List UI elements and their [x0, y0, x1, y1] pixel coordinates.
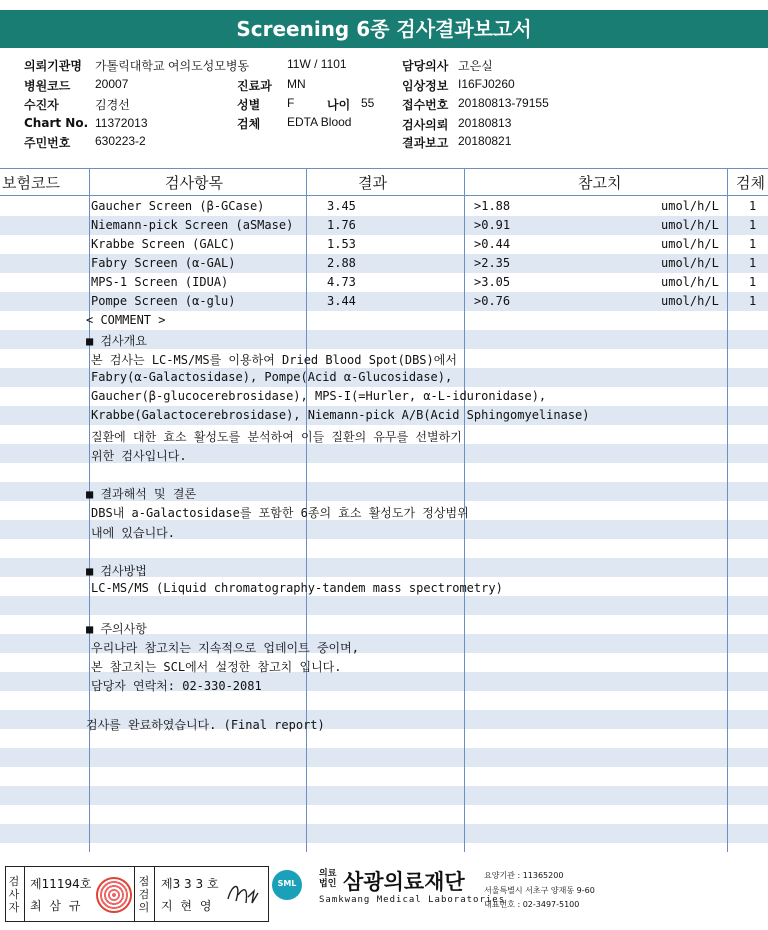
row-result: 3.45 [327, 199, 356, 213]
institution-value: 가톨릭대학교 여의도성모병동 [95, 59, 250, 73]
dept-label: 진료과 [237, 79, 272, 93]
org-name: 삼광의료재단 [343, 870, 465, 894]
physician-label: 담당의사 [402, 59, 449, 73]
tester-label: 검사자 [8, 875, 20, 914]
header-code: 보험코드 [2, 174, 60, 192]
specimen-label: 검체 [237, 117, 261, 131]
comment-line: Krabbe(Galactocerebrosidase), Niemann-pick A/B(Acid Sphingomyelinase) [91, 408, 590, 422]
row-result: 2.88 [327, 256, 356, 270]
org-prefix: 의료법인 [319, 869, 337, 889]
row-reference: >1.88 [474, 199, 511, 213]
section-title-overview: ■ 검사개요 [86, 334, 147, 348]
request-label: 검사의뢰 [402, 118, 449, 132]
comment-line: 위한 검사입니다. [91, 449, 187, 463]
physician-value: 고은실 [458, 59, 493, 73]
header-result: 결과 [358, 174, 387, 192]
institution-label: 의뢰기관명 [24, 59, 82, 73]
section-title-method: ■ 검사방법 [86, 564, 147, 578]
org-address: 서울특별시 서초구 양재동 9-60 [484, 886, 595, 895]
report-label: 결과보고 [402, 136, 449, 150]
comment-line: 본 참고치는 SCL에서 설정한 참고치 입니다. [91, 660, 342, 674]
rrn-label: 주민번호 [24, 136, 71, 150]
row-unit: umol/h/L [661, 275, 719, 289]
row-result: 4.73 [327, 275, 356, 289]
header-item: 검사항목 [165, 174, 223, 192]
row-item: Niemann-pick Screen (aSMase) [91, 218, 294, 232]
row-reference: >0.91 [474, 218, 511, 232]
table-row [0, 235, 768, 254]
dept-value: MN [287, 77, 306, 91]
row-item: MPS-1 Screen (IDUA) [91, 275, 229, 289]
report-value: 20180821 [458, 134, 512, 148]
specimen-value: EDTA Blood [287, 115, 352, 129]
comment-line: 질환에 대한 효소 활성도를 분석하여 이들 질환의 유무를 선별하기 [91, 430, 462, 444]
row-specimen: 1 [749, 294, 757, 308]
row-result: 3.44 [327, 294, 356, 308]
footer [0, 860, 768, 930]
row-result: 1.53 [327, 237, 356, 251]
org-english-name: Samkwang Medical Laboratories [319, 895, 506, 905]
receipt-value: 20180813-79155 [458, 96, 549, 110]
logo-text: SML [277, 879, 297, 888]
row-item: Pompe Screen (α-glu) [91, 294, 236, 308]
section-title-notes: ■ 주의사항 [86, 622, 147, 636]
row-unit: umol/h/L [661, 218, 719, 232]
comment-line: 내에 있습니다. [91, 526, 176, 540]
clinical-value: I16FJ0260 [458, 77, 515, 91]
hospcode-label: 병원코드 [24, 79, 71, 93]
row-unit: umol/h/L [661, 256, 719, 270]
header-reference: 참고치 [578, 174, 622, 192]
age-label: 나이 [327, 98, 351, 112]
report-title: Screening 6종 검사결과보고서 [0, 10, 768, 48]
seal-stamp [96, 877, 132, 913]
rrn-value: 630223-2 [95, 134, 146, 148]
org-phone: 대표번호 : 02-3497-5100 [484, 900, 580, 909]
table-row [0, 197, 768, 216]
row-specimen: 1 [749, 218, 757, 232]
signature-icon [224, 877, 262, 911]
patient-value: 김경선 [95, 98, 130, 112]
hospcode-value: 20007 [95, 77, 129, 91]
row-unit: umol/h/L [661, 237, 719, 251]
table-row [0, 273, 768, 292]
row-specimen: 1 [749, 275, 757, 289]
comment-line: 우리나라 참고치는 지속적으로 업데이트 중이며, [91, 641, 359, 655]
table-row [0, 292, 768, 311]
sml-logo-icon [272, 870, 302, 900]
row-item: Gaucher Screen (β-GCase) [91, 199, 265, 213]
row-item: Krabbe Screen (GALC) [91, 237, 236, 251]
institution-code: 요양기관 : 11365200 [484, 871, 564, 880]
request-value: 20180813 [458, 116, 512, 130]
row-reference: >2.35 [474, 256, 511, 270]
sex-label: 성별 [237, 98, 261, 112]
signature-box [5, 866, 269, 922]
row-specimen: 1 [749, 237, 757, 251]
row-specimen: 1 [749, 256, 757, 270]
age-value: 55 [361, 96, 375, 110]
row-reference: >0.44 [474, 237, 511, 251]
row-reference: >0.76 [474, 294, 511, 308]
ward-value: 11W / 1101 [287, 57, 347, 71]
row-unit: umol/h/L [661, 294, 719, 308]
row-unit: umol/h/L [661, 199, 719, 213]
row-result: 1.76 [327, 218, 356, 232]
table-row [0, 216, 768, 235]
header-specimen: 검체 [736, 174, 765, 192]
chart-label: Chart No. [24, 116, 89, 130]
comment-line: Gaucher(β-glucocerebrosidase), MPS-I(=Hurler, α-L-iduronidase), [91, 389, 547, 403]
patient-label: 수진자 [24, 98, 59, 112]
tester-name: 최 삼 규 [30, 899, 83, 913]
comment-line: 본 검사는 LC-MS/MS를 이용하여 Dried Blood Spot(DBS)에서 [91, 353, 457, 367]
comment-header: < COMMENT > [86, 313, 166, 327]
table-header [0, 168, 768, 196]
row-reference: >3.05 [474, 275, 511, 289]
clinical-label: 임상정보 [402, 79, 449, 93]
checker-label: 점검의 [138, 875, 150, 914]
tester-number: 제11194호 [30, 877, 92, 891]
comment-line: 담당자 연락처: 02-330-2081 [91, 679, 262, 693]
comment-line: Fabry(α-Galactosidase), Pompe(Acid α-Glucosidase), [91, 370, 453, 384]
section-title-interpretation: ■ 결과해석 및 결론 [86, 487, 197, 501]
patient-info [0, 0, 768, 160]
checker-name: 지 현 영 [161, 899, 214, 913]
receipt-label: 접수번호 [402, 98, 449, 112]
chart-value: 11372013 [95, 116, 148, 130]
row-item: Fabry Screen (α-GAL) [91, 256, 236, 270]
table-row [0, 254, 768, 273]
comment-line: LC-MS/MS (Liquid chromatography-tandem mass spectrometry) [91, 581, 503, 595]
row-specimen: 1 [749, 199, 757, 213]
final-report-note: 검사를 완료하였습니다. (Final report) [86, 718, 325, 732]
comment-line: DBS내 a-Galactosidase를 포함한 6종의 효소 활성도가 정상범위 [91, 506, 469, 520]
checker-number: 제3 3 3 호 [161, 877, 219, 891]
sex-value: F [287, 96, 295, 110]
